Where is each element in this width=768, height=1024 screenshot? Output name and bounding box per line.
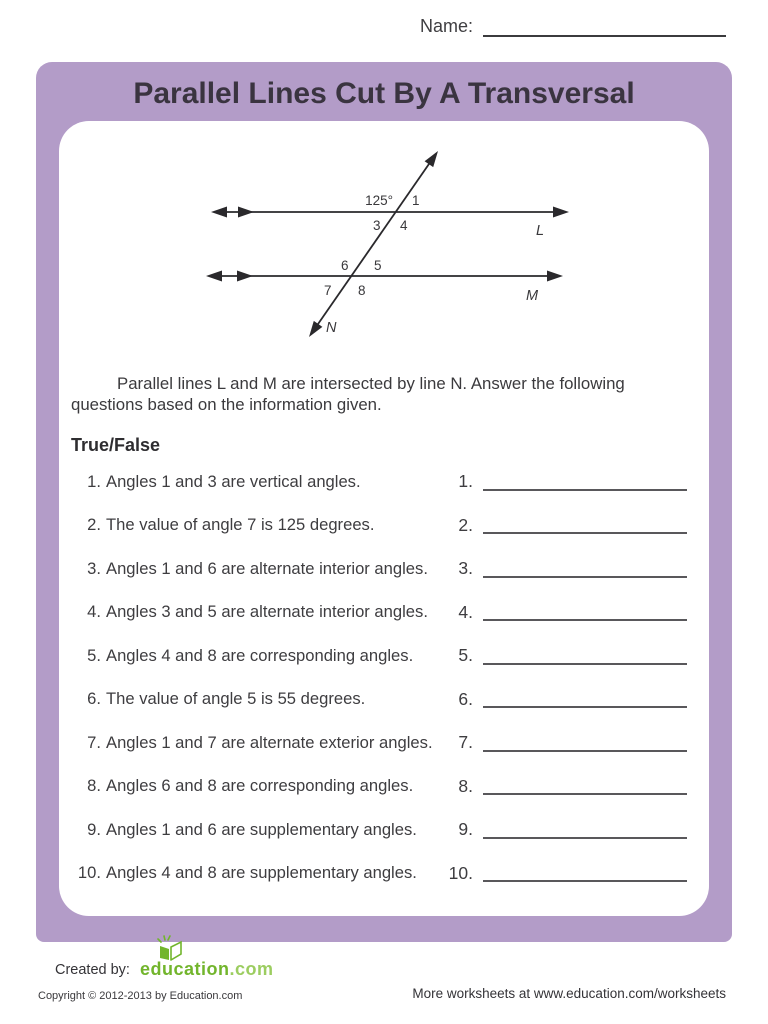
question-number: 8. <box>87 776 101 796</box>
arrowhead-icon <box>547 271 563 282</box>
name-blank-line[interactable] <box>483 17 726 37</box>
answer-number: 6. <box>458 688 473 709</box>
question-number: 4. <box>87 602 101 622</box>
angle-label-7: 7 <box>324 283 332 298</box>
parallel-marker-arrow-icon <box>237 271 253 282</box>
question-row <box>71 678 689 722</box>
copyright-text: Copyright © 2012-2013 by Education.com <box>38 990 243 1002</box>
question-number: 9. <box>87 819 101 839</box>
angle-label-1: 1 <box>412 193 420 208</box>
line-label-l: L <box>536 223 545 239</box>
worksheet-card <box>59 121 709 916</box>
question-text: The value of angle 5 is 55 degrees. <box>106 689 366 709</box>
answer-blank-line[interactable] <box>483 663 687 665</box>
question-text: The value of angle 7 is 125 degrees. <box>106 515 375 535</box>
question-row <box>71 460 689 504</box>
answer-number: 7. <box>458 732 473 753</box>
question-row <box>71 765 689 809</box>
book-icon <box>154 933 186 961</box>
answer-number: 8. <box>458 775 473 796</box>
question-text: Angles 1 and 3 are vertical angles. <box>106 471 361 491</box>
answer-number: 10. <box>448 862 473 883</box>
question-number: 5. <box>87 645 101 665</box>
more-worksheets-text: More worksheets at www.education.com/worksheets <box>412 986 726 1001</box>
question-row <box>71 852 689 896</box>
angle-label-5: 5 <box>374 258 382 273</box>
parallel-lines-diagram <box>181 139 601 349</box>
angle-label-8: 8 <box>358 283 366 298</box>
question-text: Angles 4 and 8 are corresponding angles. <box>106 645 414 665</box>
question-list <box>71 460 689 895</box>
page-title: Parallel Lines Cut By A Transversal <box>133 77 635 110</box>
answer-blank-line[interactable] <box>483 619 687 621</box>
question-row <box>71 591 689 635</box>
angle-label-125: 125° <box>365 193 393 208</box>
answer-blank-line[interactable] <box>483 532 687 534</box>
parallel-marker-arrow-icon <box>238 207 254 218</box>
answer-blank-line[interactable] <box>483 706 687 708</box>
question-number: 3. <box>87 558 101 578</box>
answer-number: 2. <box>458 514 473 535</box>
question-text: Angles 3 and 5 are alternate interior angles. <box>106 602 428 622</box>
created-by-label: Created by: <box>55 962 130 978</box>
arrowhead-icon <box>211 207 227 218</box>
angle-label-4: 4 <box>400 218 408 233</box>
footer-created-by <box>55 960 274 978</box>
angle-label-3: 3 <box>373 218 381 233</box>
section-heading: True/False <box>71 435 161 455</box>
instructions-paragraph: Parallel lines L and M are intersected by line N. Answer the following questions based on the information given. <box>71 374 625 414</box>
answer-number: 1. <box>458 471 473 492</box>
answer-blank-line[interactable] <box>483 880 687 882</box>
line-label-m: M <box>526 288 539 304</box>
arrowhead-icon <box>425 151 438 167</box>
arrowhead-icon <box>206 271 222 282</box>
education-com-logo <box>140 960 274 978</box>
question-text: Angles 1 and 6 are supplementary angles. <box>106 819 417 839</box>
line-label-n: N <box>326 320 337 336</box>
arrowhead-icon <box>553 207 569 218</box>
name-row <box>420 16 726 37</box>
answer-blank-line[interactable] <box>483 576 687 578</box>
question-row <box>71 808 689 852</box>
answer-blank-line[interactable] <box>483 837 687 839</box>
question-number: 7. <box>87 732 101 752</box>
question-number: 2. <box>87 515 101 535</box>
name-label: Name: <box>420 16 474 36</box>
question-row <box>71 721 689 765</box>
angle-label-6: 6 <box>341 258 349 273</box>
answer-blank-line[interactable] <box>483 750 687 752</box>
question-text: Angles 1 and 6 are alternate interior angles. <box>106 558 428 578</box>
question-text: Angles 1 and 7 are alternate exterior angles. <box>106 732 433 752</box>
answer-number: 3. <box>458 558 473 579</box>
question-number: 10. <box>77 863 101 883</box>
logo-education-text: education <box>139 959 230 979</box>
answer-number: 4. <box>458 601 473 622</box>
logo-com-text: .com <box>229 959 274 979</box>
answer-blank-line[interactable] <box>483 489 687 491</box>
answer-number: 9. <box>458 819 473 840</box>
question-text: Angles 6 and 8 are corresponding angles. <box>106 776 414 796</box>
line-n <box>317 163 430 326</box>
question-row <box>71 504 689 548</box>
question-row <box>71 634 689 678</box>
answer-number: 5. <box>458 645 473 666</box>
arrowhead-icon <box>309 321 322 337</box>
question-number: 6. <box>87 689 101 709</box>
question-row <box>71 547 689 591</box>
answer-blank-line[interactable] <box>483 793 687 795</box>
question-text: Angles 4 and 8 are supplementary angles. <box>106 863 417 883</box>
question-number: 1. <box>87 471 101 491</box>
worksheet-panel <box>36 62 732 942</box>
